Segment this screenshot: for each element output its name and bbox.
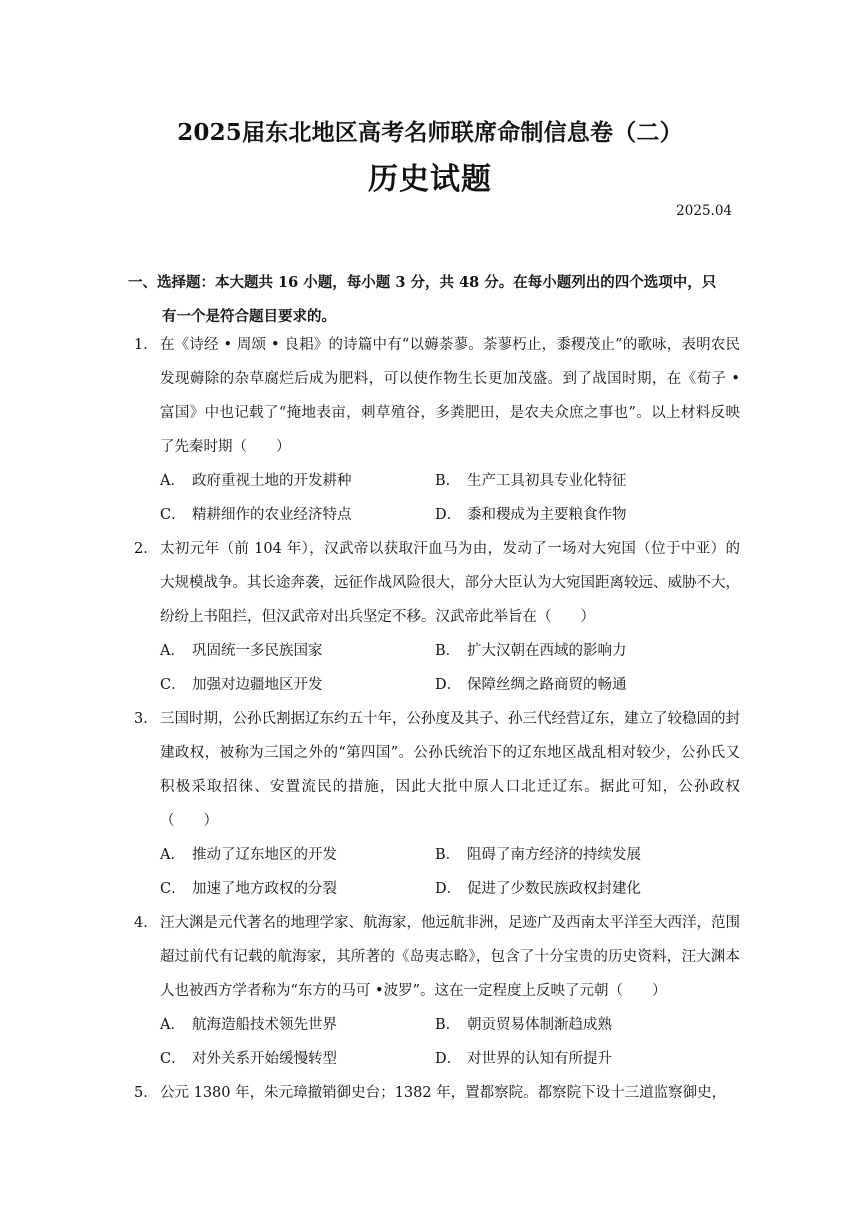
option-text: 促进了少数民族政权封建化 [467, 881, 641, 897]
option-text: 精耕细作的农业经济特点 [192, 507, 352, 523]
option-text: 阻碍了南方经济的持续发展 [467, 847, 641, 863]
option-d [435, 1042, 710, 1076]
question-1 [134, 328, 740, 532]
option-letter: A． [160, 847, 185, 863]
question-4 [134, 906, 740, 1076]
question-5 [134, 1076, 740, 1110]
option-text: 加强对边疆地区开发 [192, 677, 323, 693]
question-stem: 太初元年（前 104 年），汉武帝以获取汗血马为由，发动了一场对大宛国（位于中亚）的大规模战争。其长途奔袭，远征作战风险很大，部分大臣认为大宛国距离较远、威胁不大，纷纷上书阻拦，但汉武帝对出兵坚定不移。汉武帝此举旨在（ ） [160, 541, 740, 625]
question-stem: 三国时期，公孙氏割据辽东约五十年，公孙度及其子、孙三代经营辽东，建立了较稳固的封建政权，被称为三国之外的“第四国”。公孙氏统治下的辽东地区战乱相对较少，公孙氏又积极采取招徕、安置流民的措施，因此大批中原人口北迁辽东。据此可知，公孙政权（ ） [160, 711, 740, 829]
option-letter: C． [160, 507, 186, 523]
option-text: 加速了地方政权的分裂 [192, 881, 337, 897]
option-text: 航海造船技术领先世界 [192, 1017, 337, 1033]
option-letter: C． [160, 677, 186, 693]
option-letter: B． [435, 643, 461, 659]
question-number: 4． [134, 915, 158, 931]
option-d [435, 668, 710, 702]
option-b [435, 1008, 710, 1042]
question-stem: 公元 1380 年，朱元璋撤销御史台；1382 年，置都察院。都察院下设十三道监察御史， [160, 1085, 727, 1101]
option-letter: A． [160, 473, 185, 489]
question-options [160, 1008, 740, 1076]
option-a [160, 464, 435, 498]
option-d [435, 872, 710, 906]
option-c [160, 872, 435, 906]
question-options [160, 634, 740, 702]
option-text: 推动了辽东地区的开发 [192, 847, 337, 863]
option-text: 黍和稷成为主要粮食作物 [467, 507, 627, 523]
question-number: 3． [134, 711, 158, 727]
option-text: 生产工具初具专业化特征 [467, 473, 627, 489]
option-text: 对外关系开始缓慢转型 [192, 1051, 337, 1067]
question-stem: 在《诗经 • 周颂 • 良耜》的诗篇中有“以薅荼蓼。荼蓼朽止，黍稷茂止”的歌咏，表明农民发现薅除的杂草腐烂后成为肥料，可以使作物生长更加茂盛。到了战国时期，在《荀子 • 富国》中也记载了“掩地表亩，刺草殖谷，多粪肥田，是农夫众庶之事也”。以上材料反映了先秦时期（ ） [160, 337, 740, 455]
option-b [435, 464, 710, 498]
question-number: 5． [134, 1085, 158, 1101]
option-text: 保障丝绸之路商贸的畅通 [467, 677, 627, 693]
question-list [134, 328, 740, 1110]
option-letter: D． [435, 881, 462, 897]
option-c [160, 668, 435, 702]
option-letter: D． [435, 507, 462, 523]
option-c [160, 1042, 435, 1076]
question-options [160, 838, 740, 906]
question-number: 1． [134, 337, 158, 353]
section-heading-line1: 一、选择题：本大题共 16 小题，每小题 3 分，共 48 分。在每小题列出的四个选项中，只 [128, 274, 717, 291]
option-letter: B． [435, 1017, 461, 1033]
option-a [160, 634, 435, 668]
subject-title: 历史试题 [368, 162, 492, 197]
option-letter: A． [160, 1017, 185, 1033]
question-stem: 汪大渊是元代著名的地理学家、航海家，他远航非洲，足迹广及西南太平洋至大西洋，范围超过前代有记载的航海家，其所著的《岛夷志略》，包含了十分宝贵的历史资料，汪大渊本人也被西方学者称为“东方的马可 •波罗”。这在一定程度上反映了元朝（ ） [160, 915, 740, 999]
option-c [160, 498, 435, 532]
question-2 [134, 532, 740, 702]
option-text: 对世界的认知有所提升 [467, 1051, 612, 1067]
option-letter: C． [160, 1051, 186, 1067]
option-text: 朝贡贸易体制渐趋成熟 [467, 1017, 612, 1033]
option-text: 扩大汉朝在西域的影响力 [467, 643, 627, 659]
option-letter: A． [160, 643, 185, 659]
question-options [160, 464, 740, 532]
option-letter: C． [160, 881, 186, 897]
option-b [435, 634, 710, 668]
exam-date: 2025.04 [676, 203, 732, 219]
section-heading-line2: 有一个是符合题目要求的。 [162, 308, 336, 325]
option-b [435, 838, 710, 872]
option-text: 政府重视土地的开发耕种 [192, 473, 352, 489]
option-a [160, 838, 435, 872]
option-letter: D． [435, 677, 462, 693]
option-letter: B． [435, 847, 461, 863]
option-d [435, 498, 710, 532]
question-number: 2． [134, 541, 158, 557]
option-text: 巩固统一多民族国家 [192, 643, 323, 659]
option-a [160, 1008, 435, 1042]
question-3 [134, 702, 740, 906]
section-heading [128, 266, 748, 334]
option-letter: B． [435, 473, 461, 489]
exam-title: 2025届东北地区高考名师联席命制信息卷（二） [177, 119, 683, 146]
option-letter: D． [435, 1051, 462, 1067]
